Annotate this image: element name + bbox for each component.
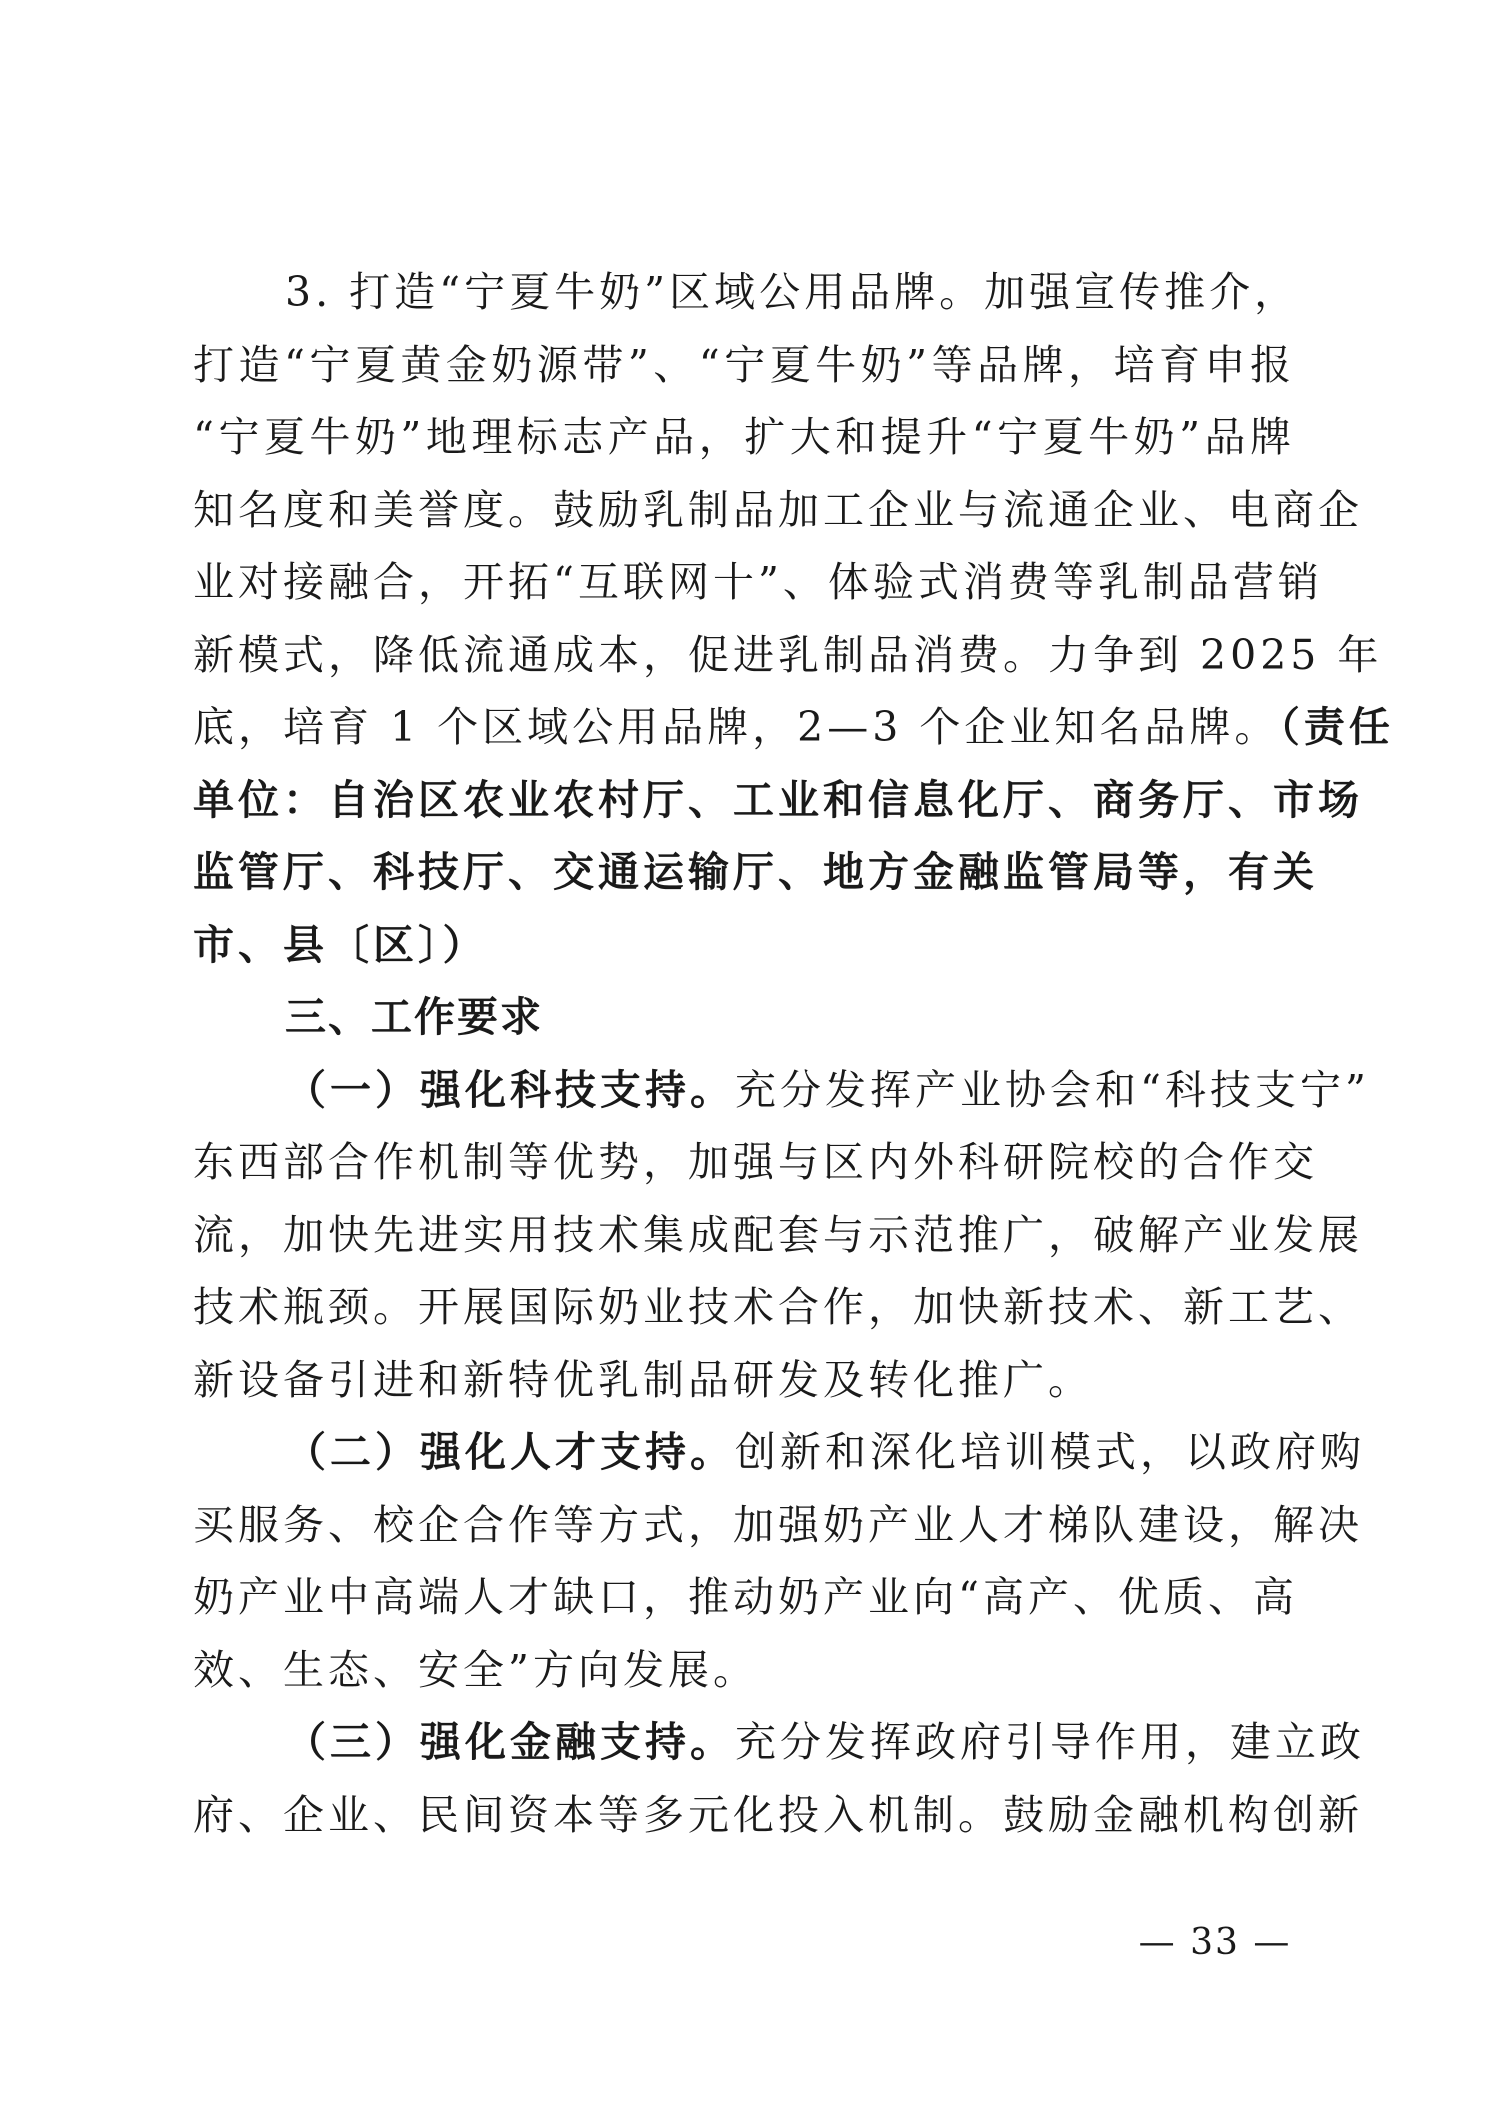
responsibility-line: 监管厅、科技厅、交通运输厅、地方金融监管局等，有关: [193, 848, 1318, 896]
paragraph-text: 创新和深化培训模式，以政府购: [735, 1428, 1365, 1476]
paragraph-line: 东西部合作机制等优势，加强与区内外科研院校的合作交: [193, 1138, 1318, 1186]
paragraph-line: 流，加快先进实用技术集成配套与示范推广，破解产业发展: [193, 1210, 1363, 1259]
paragraph-line: 技术瓶颈。开展国际奶业技术合作，加快新技术、新工艺、: [193, 1283, 1363, 1331]
paragraph-line: 3. 打造“宁夏牛奶”区域公用品牌。加强宣传推介，: [285, 268, 1300, 316]
paragraph-line: “宁夏牛奶”地理标志产品，扩大和提升“宁夏牛奶”品牌: [193, 413, 1295, 461]
paragraph-line: 府、企业、民间资本等多元化投入机制。鼓励金融机构创新: [193, 1790, 1363, 1839]
paragraph-line-mixed: [193, 1706, 1365, 1779]
paragraph-text: 充分发挥产业协会和“科技支宁”: [735, 1065, 1370, 1114]
responsibility-line: 单位：自治区农业农村厅、工业和信息化厅、商务厅、市场: [193, 775, 1363, 824]
paragraph-line: 新模式，降低流通成本，促进乳制品消费。力争到 2025 年: [193, 630, 1383, 679]
subsection-title: （三）强化金融支持。: [285, 1718, 735, 1766]
paragraph-text: 充分发挥政府引导作用，建立政: [735, 1718, 1365, 1766]
page-number: — 33 —: [1138, 1922, 1292, 1963]
paragraph-line-mixed: [193, 691, 1394, 764]
paragraph-line: 效、生态、安全”方向发展。: [193, 1645, 758, 1694]
body-text: [193, 256, 1394, 1851]
paragraph-line: 业对接融合，开拓“互联网十”、体验式消费等乳制品营销: [193, 558, 1323, 606]
responsibility-line: 市、县〔区〕）: [193, 920, 488, 969]
paragraph-line: 买服务、校企合作等方式，加强奶产业人才梯队建设，解决: [193, 1500, 1363, 1549]
paragraph-line: 新设备引进和新特优乳制品研发及转化推广。: [193, 1355, 1093, 1404]
paragraph-line-mixed: [193, 1416, 1365, 1489]
paragraph-line: 打造“宁夏黄金奶源带”、“宁夏牛奶”等品牌，培育申报: [193, 340, 1295, 389]
paragraph-line: 知名度和美誉度。鼓励乳制品加工企业与流通企业、电商企: [193, 485, 1363, 534]
paragraph-line: 奶产业中高端人才缺口，推动奶产业向“高产、优质、高: [193, 1573, 1298, 1621]
section-heading: 三、工作要求: [285, 993, 543, 1041]
subsection-title: （二）强化人才支持。: [285, 1428, 735, 1476]
subsection-title: （一）强化科技支持。: [285, 1065, 735, 1114]
paragraph-text: 底，培育 1 个区域公用品牌，2—3 个企业知名品牌。: [193, 703, 1280, 751]
responsibility-label: （责任: [1279, 703, 1394, 751]
paragraph-line-mixed: [193, 1054, 1370, 1127]
